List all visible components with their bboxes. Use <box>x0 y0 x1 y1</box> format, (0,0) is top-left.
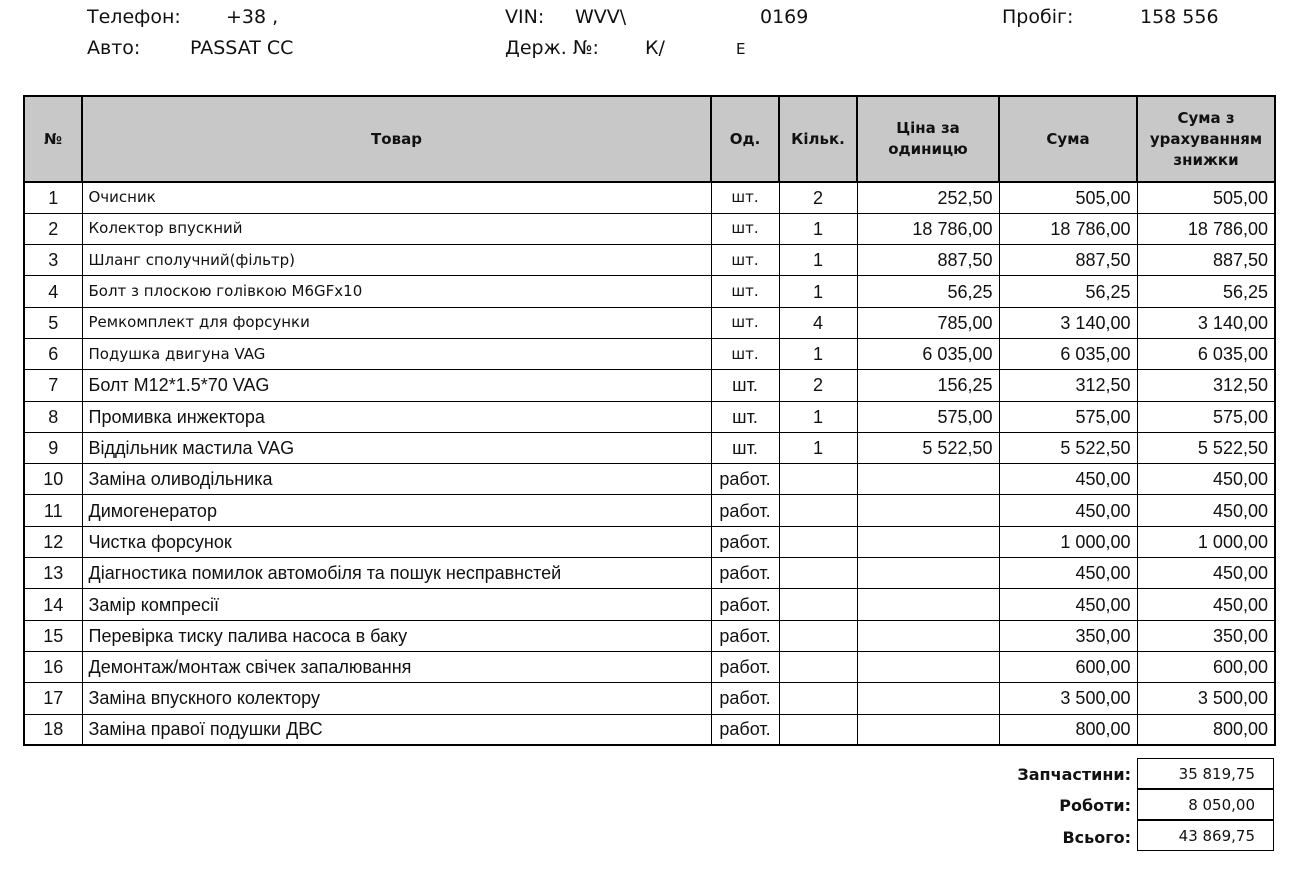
row-unit-price: 18 786,00 <box>857 213 999 244</box>
row-unit: шт. <box>711 182 779 213</box>
row-unit: работ. <box>711 620 779 651</box>
row-unit-price: 5 522,50 <box>857 432 999 463</box>
row-qty: 2 <box>779 182 857 213</box>
row-sum: 56,25 <box>999 276 1137 307</box>
row-unit-price <box>857 589 999 620</box>
row-unit: шт. <box>711 245 779 276</box>
vin-label: VIN: <box>505 6 545 28</box>
table-row <box>24 370 1275 401</box>
table-row <box>24 182 1275 213</box>
row-unit-price <box>857 683 999 714</box>
table-row <box>24 307 1275 338</box>
items-table <box>23 95 1276 746</box>
row-unit-price: 785,00 <box>857 307 999 338</box>
row-sum-discount: 312,50 <box>1137 370 1275 401</box>
row-sum: 6 035,00 <box>999 338 1137 369</box>
table-row <box>24 558 1275 589</box>
mileage-value: 158 556 <box>1140 6 1219 28</box>
row-sum-discount: 3 140,00 <box>1137 307 1275 338</box>
row-unit: шт. <box>711 307 779 338</box>
row-item-name: Заміна правої подушки ДВС <box>82 714 711 745</box>
row-num: 8 <box>24 401 82 432</box>
row-item-name: Болт M12*1.5*70 VAG <box>82 370 711 401</box>
table-row <box>24 683 1275 714</box>
row-qty: 1 <box>779 213 857 244</box>
table-row <box>24 213 1275 244</box>
table-row <box>24 401 1275 432</box>
row-sum-discount: 6 035,00 <box>1137 338 1275 369</box>
row-unit: работ. <box>711 714 779 745</box>
row-unit-price <box>857 651 999 682</box>
row-item-name: Заміна оливодільника <box>82 464 711 495</box>
row-num: 9 <box>24 432 82 463</box>
row-sum-discount: 350,00 <box>1137 620 1275 651</box>
row-sum-discount: 600,00 <box>1137 651 1275 682</box>
table-row <box>24 620 1275 651</box>
row-num: 10 <box>24 464 82 495</box>
plate-value-end: Е <box>736 40 746 58</box>
row-sum: 3 500,00 <box>999 683 1137 714</box>
row-sum: 450,00 <box>999 464 1137 495</box>
table-row <box>24 714 1275 745</box>
row-qty <box>779 495 857 526</box>
row-unit-price <box>857 464 999 495</box>
row-sum: 3 140,00 <box>999 307 1137 338</box>
row-sum-discount: 575,00 <box>1137 401 1275 432</box>
row-num: 6 <box>24 338 82 369</box>
row-sum: 450,00 <box>999 558 1137 589</box>
row-unit: работ. <box>711 526 779 557</box>
table-row <box>24 245 1275 276</box>
row-qty <box>779 589 857 620</box>
row-num: 7 <box>24 370 82 401</box>
row-unit: шт. <box>711 370 779 401</box>
row-item-name: Очисник <box>82 182 711 213</box>
row-sum: 505,00 <box>999 182 1137 213</box>
row-sum: 5 522,50 <box>999 432 1137 463</box>
car-label: Авто: <box>87 37 141 59</box>
row-item-name: Діагностика помилок автомобіля та пошук несправнстей <box>82 558 711 589</box>
row-unit: шт. <box>711 213 779 244</box>
plate-label: Держ. №: <box>505 37 599 59</box>
vin-value-start: WVV\ <box>575 6 627 28</box>
row-sum-discount: 1 000,00 <box>1137 526 1275 557</box>
col-header-price: Ціна за одиницю <box>857 96 999 182</box>
row-qty: 1 <box>779 245 857 276</box>
row-num: 15 <box>24 620 82 651</box>
row-unit: шт. <box>711 401 779 432</box>
parts-total-label: Запчастини: <box>1017 765 1131 784</box>
row-num: 2 <box>24 213 82 244</box>
col-header-num: № <box>24 96 82 182</box>
row-num: 17 <box>24 683 82 714</box>
table-row <box>24 526 1275 557</box>
row-qty <box>779 464 857 495</box>
row-num: 12 <box>24 526 82 557</box>
row-unit-price: 887,50 <box>857 245 999 276</box>
row-item-name: Шланг сполучний(фільтр) <box>82 245 711 276</box>
row-sum: 450,00 <box>999 495 1137 526</box>
table-row <box>24 495 1275 526</box>
row-unit: работ. <box>711 558 779 589</box>
col-header-name: Товар <box>82 96 711 182</box>
row-num: 4 <box>24 276 82 307</box>
row-qty: 1 <box>779 401 857 432</box>
row-sum-discount: 3 500,00 <box>1137 683 1275 714</box>
row-qty <box>779 620 857 651</box>
works-total-label: Роботи: <box>1059 796 1131 815</box>
row-sum: 1 000,00 <box>999 526 1137 557</box>
row-qty <box>779 526 857 557</box>
row-unit-price: 56,25 <box>857 276 999 307</box>
row-item-name: Ремкомплект для форсунки <box>82 307 711 338</box>
table-row <box>24 464 1275 495</box>
col-header-sum: Сума <box>999 96 1137 182</box>
row-unit-price: 156,25 <box>857 370 999 401</box>
table-row <box>24 432 1275 463</box>
row-qty <box>779 683 857 714</box>
row-qty: 4 <box>779 307 857 338</box>
row-unit-price: 252,50 <box>857 182 999 213</box>
row-num: 5 <box>24 307 82 338</box>
row-sum-discount: 450,00 <box>1137 495 1275 526</box>
row-sum: 18 786,00 <box>999 213 1137 244</box>
grand-total-value: 43 869,75 <box>1137 820 1274 851</box>
row-unit: работ. <box>711 589 779 620</box>
row-num: 1 <box>24 182 82 213</box>
row-qty <box>779 651 857 682</box>
row-item-name: Демонтаж/монтаж свічек запалювання <box>82 651 711 682</box>
row-unit: работ. <box>711 683 779 714</box>
row-unit-price: 575,00 <box>857 401 999 432</box>
row-sum: 887,50 <box>999 245 1137 276</box>
row-num: 14 <box>24 589 82 620</box>
row-num: 13 <box>24 558 82 589</box>
row-sum-discount: 5 522,50 <box>1137 432 1275 463</box>
plate-value-start: К/ <box>645 37 665 59</box>
row-num: 18 <box>24 714 82 745</box>
phone-label: Телефон: <box>87 6 181 28</box>
row-item-name: Заміна впускного колектору <box>82 683 711 714</box>
table-row <box>24 589 1275 620</box>
row-sum-discount: 450,00 <box>1137 589 1275 620</box>
table-header-row <box>24 96 1275 182</box>
row-unit: шт. <box>711 338 779 369</box>
parts-total-value: 35 819,75 <box>1137 758 1274 789</box>
works-total-value: 8 050,00 <box>1137 789 1274 820</box>
row-item-name: Подушка двигуна VAG <box>82 338 711 369</box>
row-item-name: Чистка форсунок <box>82 526 711 557</box>
table-row <box>24 276 1275 307</box>
row-sum-discount: 505,00 <box>1137 182 1275 213</box>
grand-total-label: Всього: <box>1062 828 1131 847</box>
row-sum-discount: 887,50 <box>1137 245 1275 276</box>
row-qty <box>779 558 857 589</box>
row-num: 11 <box>24 495 82 526</box>
row-qty: 1 <box>779 276 857 307</box>
row-sum: 600,00 <box>999 651 1137 682</box>
row-sum: 312,50 <box>999 370 1137 401</box>
row-unit: шт. <box>711 276 779 307</box>
row-sum-discount: 800,00 <box>1137 714 1275 745</box>
row-num: 16 <box>24 651 82 682</box>
phone-value: +38 , <box>226 6 279 28</box>
row-unit: работ. <box>711 464 779 495</box>
row-item-name: Промивка инжектора <box>82 401 711 432</box>
row-qty: 1 <box>779 338 857 369</box>
row-sum-discount: 450,00 <box>1137 558 1275 589</box>
row-unit: шт. <box>711 432 779 463</box>
row-sum: 350,00 <box>999 620 1137 651</box>
col-header-unit: Од. <box>711 96 779 182</box>
row-sum: 450,00 <box>999 589 1137 620</box>
car-value: PASSAT CC <box>190 37 294 59</box>
col-header-qty: Кільк. <box>779 96 857 182</box>
row-sum: 800,00 <box>999 714 1137 745</box>
row-item-name: Димогенератор <box>82 495 711 526</box>
row-item-name: Перевірка тиску палива насоса в баку <box>82 620 711 651</box>
row-sum-discount: 18 786,00 <box>1137 213 1275 244</box>
row-unit-price: 6 035,00 <box>857 338 999 369</box>
table-row <box>24 338 1275 369</box>
row-unit-price <box>857 495 999 526</box>
row-qty <box>779 714 857 745</box>
row-sum: 575,00 <box>999 401 1137 432</box>
row-unit: работ. <box>711 651 779 682</box>
mileage-label: Пробіг: <box>1002 6 1074 28</box>
row-item-name: Колектор впускний <box>82 213 711 244</box>
table-row <box>24 651 1275 682</box>
row-unit-price <box>857 526 999 557</box>
row-qty: 2 <box>779 370 857 401</box>
row-unit-price <box>857 620 999 651</box>
col-header-sum-discount: Сума з урахуванням знижки <box>1137 96 1275 182</box>
row-unit-price <box>857 714 999 745</box>
row-qty: 1 <box>779 432 857 463</box>
row-item-name: Віддільник мастила VAG <box>82 432 711 463</box>
row-item-name: Болт з плоскою голівкою M6GFx10 <box>82 276 711 307</box>
row-sum-discount: 450,00 <box>1137 464 1275 495</box>
row-unit: работ. <box>711 495 779 526</box>
row-item-name: Замір компресії <box>82 589 711 620</box>
vin-value-end: 0169 <box>760 6 809 28</box>
row-unit-price <box>857 558 999 589</box>
row-num: 3 <box>24 245 82 276</box>
row-sum-discount: 56,25 <box>1137 276 1275 307</box>
